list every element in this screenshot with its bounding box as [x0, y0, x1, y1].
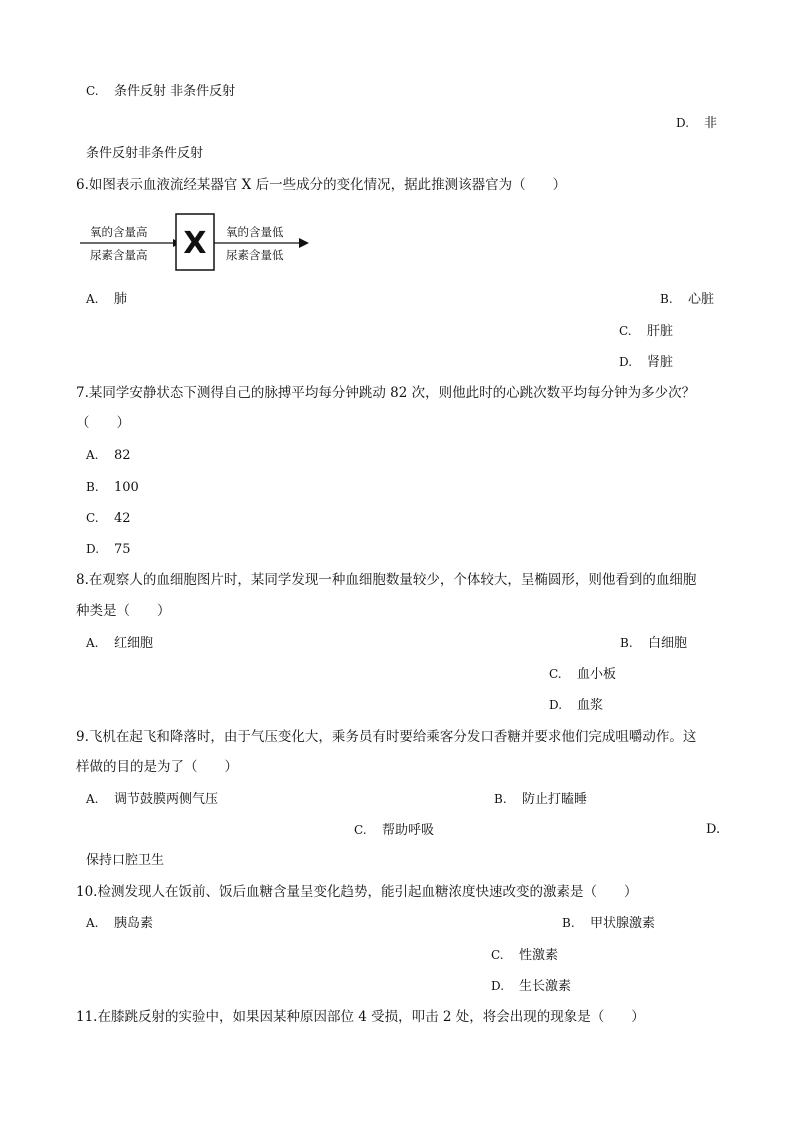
option-text: 甲状腺激素 [590, 916, 656, 931]
q10-option-a [86, 914, 153, 933]
option-text: 帮助呼吸 [382, 823, 435, 838]
option-text: 血浆 [577, 698, 604, 713]
q9-option-b [494, 790, 587, 809]
option-text: 条件反射 非条件反射 [114, 84, 236, 99]
option-text: 42 [114, 511, 131, 526]
option-text: 红细胞 [114, 636, 154, 651]
q9-stem-line2: 样做的目的是为了（ ） [76, 759, 238, 775]
option-text: 100 [114, 480, 139, 495]
option-label: C. [491, 948, 504, 962]
option-text: 调节鼓膜两侧气压 [114, 792, 219, 807]
q8-option-d [549, 696, 603, 715]
option-text: 性激素 [519, 948, 559, 963]
q7-option-a [86, 446, 131, 465]
option-label: B. [562, 916, 575, 930]
left-bottom-label: 尿素含量高 [90, 248, 148, 262]
q6-option-b [660, 290, 714, 309]
left-top-label: 氧的含量高 [90, 225, 148, 239]
option-text: 白细胞 [648, 636, 688, 651]
q7-option-b [86, 478, 139, 497]
option-label: B. [620, 636, 633, 650]
option-label: A. [86, 636, 99, 650]
option-label: B. [660, 292, 673, 306]
q5-option-d-continuation: 条件反射非条件反射 [86, 146, 204, 161]
option-text: 生长激素 [519, 979, 572, 994]
right-top-label: 氧的含量低 [226, 225, 284, 239]
q6-stem: 6.如图表示血液流经某器官 X 后一些成分的变化情况，据此推测该器官为（ ） [76, 177, 567, 193]
q8-option-a [86, 634, 153, 653]
q6-option-a [86, 290, 127, 309]
option-label: D. [619, 355, 633, 369]
q10-option-c [491, 946, 558, 965]
option-text: 血小板 [577, 667, 617, 682]
option-text: 防止打瞌睡 [522, 792, 588, 807]
option-text: 75 [114, 542, 131, 557]
option-label: D. [86, 542, 100, 556]
option-label: B. [494, 792, 507, 806]
q11-stem: 11.在膝跳反射的实验中，如果因某种原因部位 4 受损，叩击 2 处，将会出现的现象是（ ） [76, 1009, 645, 1025]
option-label: C. [619, 324, 632, 338]
option-label: A. [86, 792, 99, 806]
q7-option-c [86, 509, 131, 528]
q8-stem-line1: 8.在观察人的血细胞图片时，某同学发现一种血细胞数量较少，个体较大，呈椭圆形，则他看到的血细胞 [76, 572, 697, 588]
q5-option-d [676, 114, 717, 133]
option-text: 肾脏 [647, 355, 674, 370]
option-label: C. [86, 84, 99, 98]
q10-option-b [562, 914, 655, 933]
option-label: C. [549, 667, 562, 681]
option-label: A. [86, 292, 99, 306]
q6-option-d [619, 353, 673, 372]
option-label: A. [86, 916, 99, 930]
q7-stem-line2: （ ） [76, 415, 130, 431]
option-label: B. [86, 480, 99, 494]
option-text: 胰岛素 [114, 916, 154, 931]
q6-option-c [619, 322, 673, 341]
q9-option-a [86, 790, 218, 809]
option-text: 心脏 [688, 292, 715, 307]
q8-option-c [549, 665, 616, 684]
option-text: 非 [704, 116, 718, 131]
option-label: D. [549, 698, 563, 712]
q5-option-c [86, 82, 235, 101]
q7-option-d [86, 540, 131, 559]
option-label: D. [491, 979, 505, 993]
diagram-svg [78, 212, 318, 274]
option-label: D. [676, 116, 690, 130]
q9-stem-line1: 9.飞机在起飞和降落时，由于气压变化大，乘务员有时要给乘客分发口香糖并要求他们完成咀嚼动作。这 [76, 729, 697, 745]
q7-stem-line1: 7.某同学安静状态下测得自己的脉搏平均每分钟跳动 82 次，则他此时的心跳次数平均每分钟为多少次？ [76, 385, 696, 401]
right-arrow-head [299, 238, 309, 248]
option-label: C. [86, 511, 99, 525]
option-label: C. [354, 823, 367, 837]
option-text: 肺 [114, 292, 128, 307]
q8-stem-line2: 种类是（ ） [76, 603, 171, 619]
q10-stem: 10.检测发现人在饭前、饭后血糖含量呈变化趋势，能引起血糖浓度快速改变的激素是（ ） [76, 884, 638, 900]
q9-option-d-label: D. [706, 822, 721, 837]
q8-option-b [620, 634, 687, 653]
option-text: 肝脏 [647, 324, 674, 339]
option-label: A. [86, 448, 99, 462]
right-bottom-label: 尿素含量低 [226, 248, 284, 262]
q10-option-d [491, 977, 571, 996]
organ-x-label: X [183, 226, 207, 261]
q9-option-d-text: 保持口腔卫生 [86, 853, 165, 868]
q9-option-c [354, 821, 434, 840]
option-text: 82 [114, 448, 131, 463]
blood-flow-diagram [78, 212, 318, 274]
